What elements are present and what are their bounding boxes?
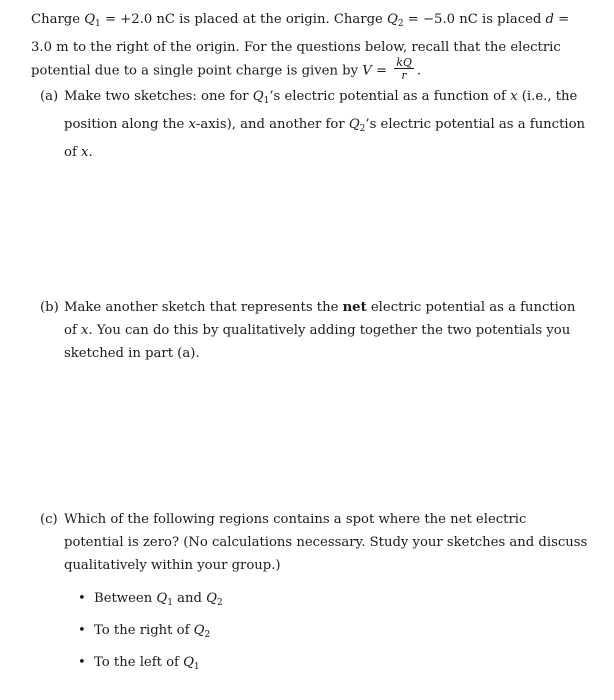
option-text: and (172, 591, 207, 606)
option-text: Between (94, 591, 157, 606)
q2-subscript: 2 (397, 19, 404, 29)
answer-options (78, 585, 223, 681)
q2-value-text: = −5.0 nC is placed (403, 12, 546, 27)
intro-period: . (416, 63, 422, 79)
part-a-label: (a) (40, 89, 59, 104)
part-a-text: (i.e., the position along the (64, 89, 578, 132)
q1-value-text: = +2.0 nC is placed at the origin. Charge (100, 12, 388, 27)
potential-fraction (394, 57, 414, 81)
q1-subscript: 1 (193, 662, 200, 672)
part-c-text: Which of the following regions contains a spot where the net electric potential is zero? (No calculations necessary. Study your sketches and discuss qualitatively within your group.) (64, 512, 588, 573)
q2-symbol: Q (387, 12, 398, 27)
intro-text: Charge (31, 12, 85, 27)
part-a-text: Make two sketches: one for (64, 89, 253, 104)
v-symbol: V (362, 63, 372, 79)
part-a-text: . (88, 145, 93, 160)
option-left-of-q1 (78, 649, 223, 681)
q2-symbol: Q (193, 623, 205, 638)
fraction-denominator: r (401, 69, 407, 82)
q2-subscript: 2 (216, 598, 223, 608)
d-symbol: d (545, 12, 554, 27)
bullet-icon: • (78, 655, 86, 670)
part-a-text: -axis), and another for (195, 117, 349, 132)
part-b-text: Make another sketch that represents the (64, 300, 343, 315)
q2-subscript: 2 (359, 124, 366, 134)
part-b (40, 296, 588, 365)
x-symbol: x (188, 117, 196, 132)
q1-symbol: Q (252, 89, 264, 104)
net-emphasis: net (342, 300, 367, 315)
fraction-numerator: kQ (396, 56, 412, 69)
option-between (78, 585, 223, 617)
option-text: To the left of (94, 655, 184, 670)
q1-symbol: Q (156, 591, 168, 606)
part-c (40, 508, 588, 577)
q2-symbol: Q (348, 117, 360, 132)
part-c-label: (c) (40, 512, 58, 527)
bullet-icon: • (78, 591, 86, 606)
equals-sign: = (371, 63, 392, 79)
q1-subscript: 1 (263, 96, 270, 106)
x-symbol: x (81, 323, 89, 338)
part-b-label: (b) (40, 300, 59, 315)
q2-symbol: Q (206, 591, 217, 606)
option-right-of-q2 (78, 617, 223, 649)
q2-subscript: 2 (204, 630, 211, 640)
part-b-text: electric potential as a function of (64, 300, 576, 338)
part-b-text: . You can do this by qualitatively adding together the two potentials you sketched in part (a). (64, 323, 571, 361)
q1-subscript: 1 (167, 598, 173, 608)
bullet-icon: • (78, 623, 86, 638)
q1-symbol: Q (84, 12, 96, 27)
problem-intro (31, 8, 591, 83)
x-symbol: x (510, 89, 518, 104)
part-a-text: ’s electric potential as a function of (64, 117, 586, 160)
option-text: To the right of (94, 623, 194, 638)
d-value-text: = 3.0 m to the right of the origin. For the questions below, recall that the electric potential due to a single point charge is given by (31, 12, 570, 79)
q1-symbol: Q (183, 655, 194, 670)
part-a-text: ’s electric potential as a function of (269, 89, 511, 104)
x-symbol: x (81, 145, 89, 160)
part-a (40, 85, 588, 164)
q1-subscript: 1 (95, 19, 101, 29)
